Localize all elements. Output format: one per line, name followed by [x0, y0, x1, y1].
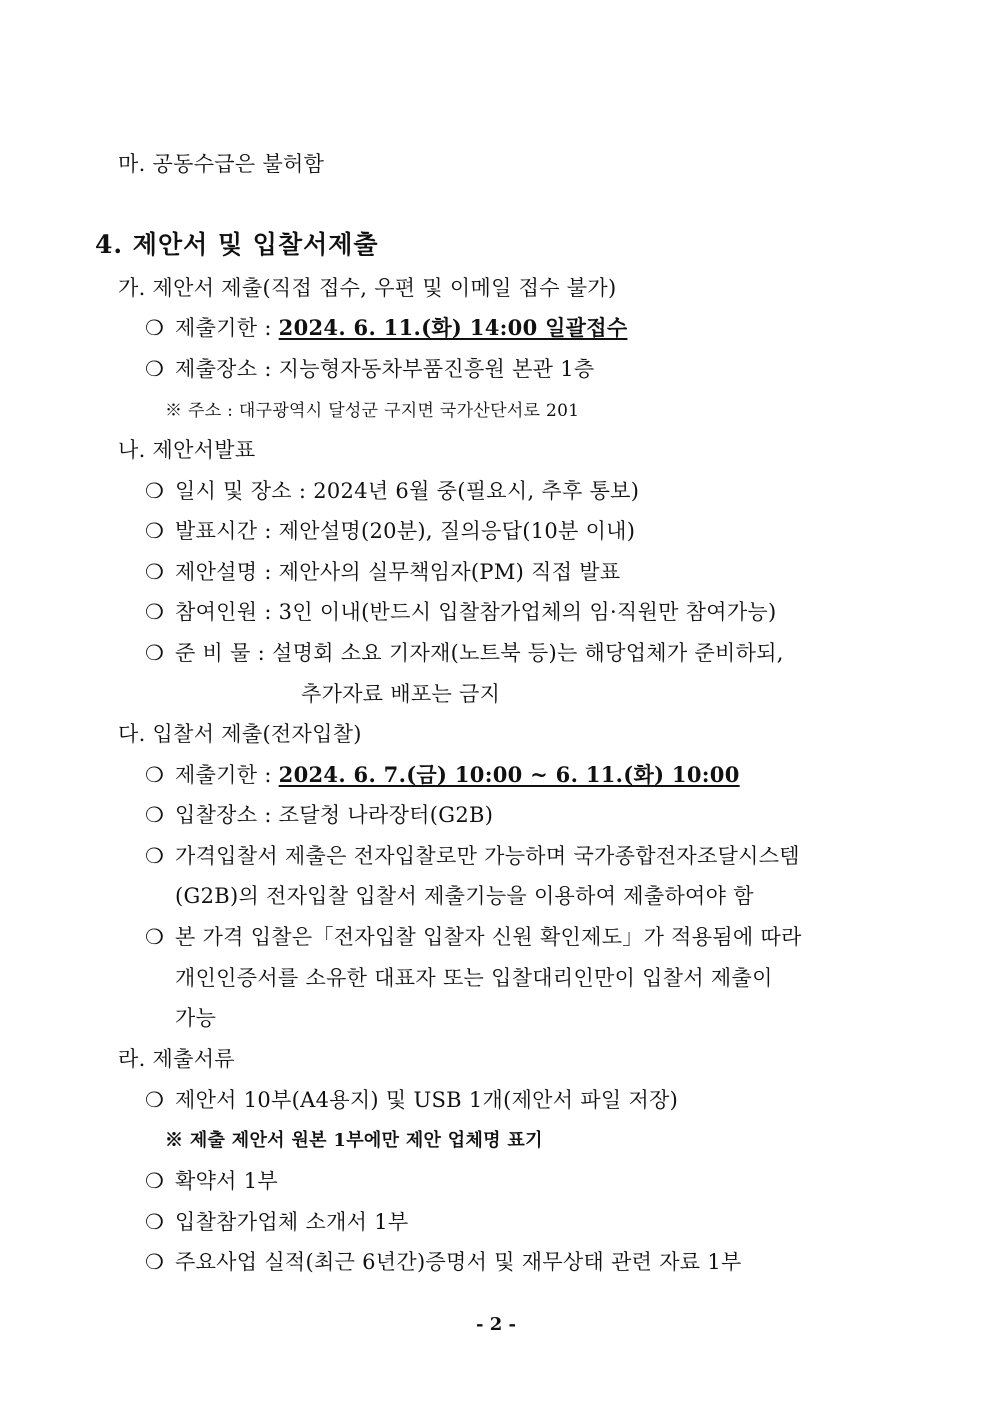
ga-deadline: ❍ 제출기한 : 2024. 6. 11.(화) 14:00 일괄접수	[145, 315, 628, 340]
ga-address-note: ※ 주소 : 대구광역시 달성군 구지면 국가산단서로 201	[165, 401, 580, 421]
bullet-icon: ❍	[145, 925, 165, 949]
na-attendees: ❍ 참여인원 : 3인 이내(반드시 입찰참가업체의 임·직원만 참여가능)	[145, 600, 777, 624]
bullet-icon: ❍	[145, 519, 165, 543]
bullet-icon: ❍	[145, 357, 165, 381]
ra-doc1: ❍ 제안서 10부(A4용지) 및 USB 1개(제안서 파일 저장)	[145, 1088, 679, 1112]
bullet-icon: ❍	[145, 600, 165, 624]
da-id-cont1: 개인인증서를 소유한 대표자 또는 입찰대리인만이 입찰서 제출이	[175, 966, 773, 990]
item-ma: 마. 공동수급은 불허함	[118, 152, 325, 176]
ra-doc3: ❍ 입찰참가업체 소개서 1부	[145, 1210, 409, 1234]
bullet-icon: ❍	[145, 844, 165, 868]
bullet-icon: ❍	[145, 560, 165, 584]
da-deadline-value: 2024. 6. 7.(금) 10:00 ~ 6. 11.(화) 10:00	[278, 762, 740, 787]
section-4-title: 4. 제안서 및 입찰서제출	[95, 230, 379, 259]
da-id: ❍ 본 가격 입찰은「전자입찰 입찰자 신원 확인제도」가 적용됨에 따라	[145, 925, 802, 949]
na-date-place: ❍ 일시 및 장소 : 2024년 6월 중(필요시, 추후 통보)	[145, 479, 640, 503]
da-deadline: ❍ 제출기한 : 2024. 6. 7.(금) 10:00 ~ 6. 11.(화) 10:00	[145, 762, 740, 787]
da-heading: 다. 입찰서 제출(전자입찰)	[118, 722, 362, 746]
ga-place: ❍ 제출장소 : 지능형자동차부품진흥원 본관 1층	[145, 357, 595, 381]
na-presenter: ❍ 제안설명 : 제안사의 실무책임자(PM) 직접 발표	[145, 560, 621, 584]
bullet-icon: ❍	[145, 1088, 165, 1112]
bullet-icon: ❍	[145, 1169, 165, 1193]
da-price-cont: (G2B)의 전자입찰 입찰서 제출기능을 이용하여 제출하여야 함	[175, 884, 754, 908]
na-time: ❍ 발표시간 : 제안설명(20분), 질의응답(10분 이내)	[145, 519, 636, 543]
ra-doc1-note: ※ 제출 제안서 원본 1부에만 제안 업체명 표기	[165, 1130, 543, 1151]
bullet-icon: ❍	[145, 1250, 165, 1274]
bullet-icon: ❍	[145, 479, 165, 503]
bullet-icon: ❍	[145, 763, 165, 787]
da-price: ❍ 가격입찰서 제출은 전자입찰로만 가능하며 국가종합전자조달시스템	[145, 844, 800, 868]
page-number: - 2 -	[476, 1314, 516, 1335]
da-place: ❍ 입찰장소 : 조달청 나라장터(G2B)	[145, 803, 494, 827]
ra-heading: 라. 제출서류	[118, 1047, 235, 1071]
bullet-icon: ❍	[145, 316, 165, 340]
bullet-icon: ❍	[145, 803, 165, 827]
ra-doc2: ❍ 확약서 1부	[145, 1169, 278, 1193]
bullet-icon: ❍	[145, 641, 165, 665]
na-prep-cont: 추가자료 배포는 금지	[301, 682, 501, 706]
bullet-icon: ❍	[145, 1210, 165, 1234]
ga-deadline-value: 2024. 6. 11.(화) 14:00 일괄접수	[278, 315, 628, 340]
da-id-cont2: 가능	[175, 1006, 217, 1030]
ra-doc4: ❍ 주요사업 실적(최근 6년간)증명서 및 재무상태 관련 자료 1부	[145, 1250, 742, 1274]
ga-heading: 가. 제안서 제출(직접 접수, 우편 및 이메일 접수 불가)	[118, 276, 617, 300]
na-prep: ❍ 준 비 물 : 설명회 소요 기자재(노트북 등)는 해당업체가 준비하되,	[145, 641, 784, 665]
na-heading: 나. 제안서발표	[118, 438, 256, 462]
